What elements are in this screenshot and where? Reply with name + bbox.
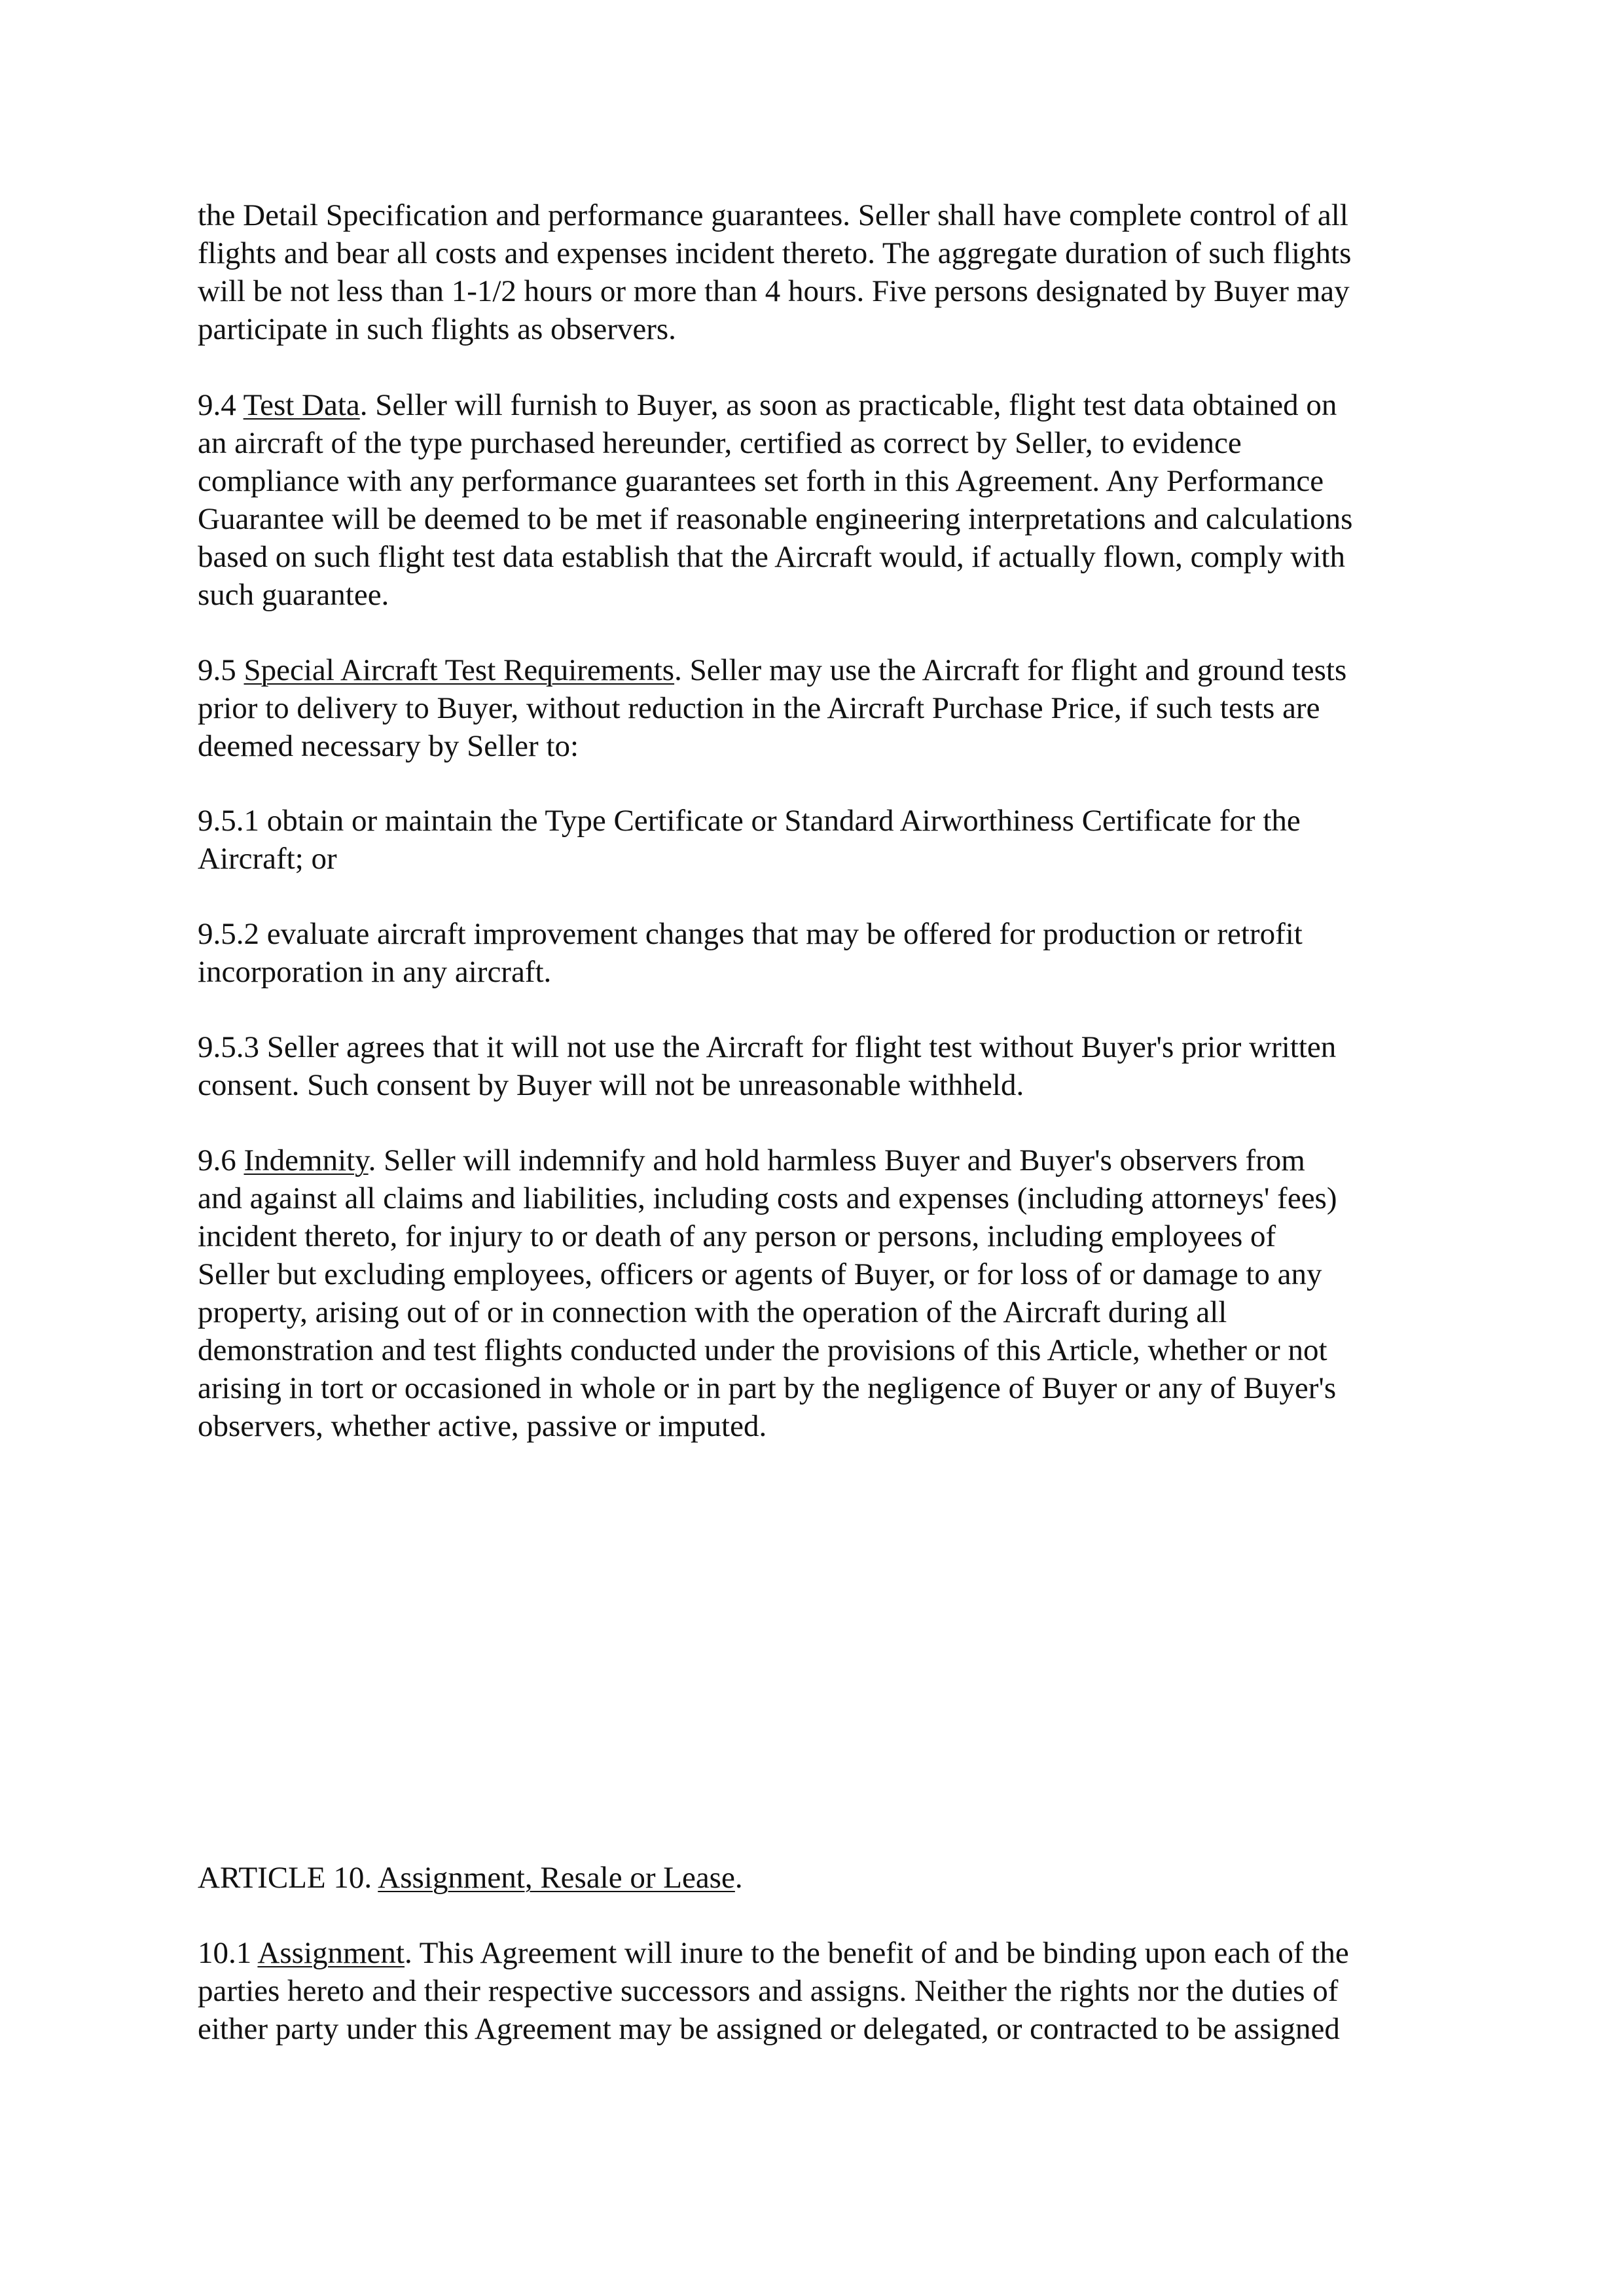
text-line [198,1859,1441,1897]
text-line: will be not less than 1-1/2 hours or more than 4 hours. Five persons designated by Buyer may [198,274,1350,308]
text-line: parties hereto and their respective successors and assigns. Neither the rights nor the duties of [198,1974,1339,2008]
text-line: the Detail Specification and performance guarantees. Seller shall have complete control of all [198,198,1348,232]
text-run: . This Agreement will inure to the benefit of and be binding upon each of the [404,1936,1349,1970]
text-line [198,651,1441,689]
text-line: flights and bear all costs and expenses incident thereto. The aggregate duration of such flights [198,236,1352,270]
text-line [198,1934,1441,1972]
text-line: demonstration and test flights conducted under the provisions of this Article, whether or not [198,1333,1327,1367]
text-line: consent. Such consent by Buyer will not be unreasonable withheld. [198,1068,1024,1102]
section-heading: Assignment [257,1936,405,1970]
section-heading: Special Aircraft Test Requirements [244,653,675,687]
text-line: an aircraft of the type purchased hereunder, certified as correct by Seller, to evidence [198,426,1242,460]
paragraph-9-3-continued [198,196,1441,348]
section-number: 9.5 [198,653,244,687]
section-heading: Test Data [243,388,360,422]
text-line [198,1141,1441,1179]
text-run: . Seller will furnish to Buyer, as soon as practicable, flight test data obtained on [359,388,1337,422]
text-run: . [734,1861,743,1895]
article-10-heading [198,1859,1441,1897]
paragraph-9-5-1 [198,802,1441,878]
paragraph-10-1 [198,1934,1441,2048]
text-line: 9.5.1 obtain or maintain the Type Certificate or Standard Airworthiness Certificate for the [198,804,1301,838]
text-line [198,386,1441,424]
section-number: 9.6 [198,1143,244,1177]
text-line: based on such flight test data establish that the Aircraft would, if actually flown, comply with [198,540,1345,574]
section-number: 9.4 [198,388,244,422]
text-line: 9.5.2 evaluate aircraft improvement changes that may be offered for production or retrofit [198,917,1303,951]
text-run: . Seller may use the Aircraft for flight and ground tests [674,653,1347,687]
text-line: either party under this Agreement may be assigned or delegated, or contracted to be assigned [198,2012,1340,2046]
article-title: Assignment, Resale or Lease [378,1861,735,1895]
article-number: ARTICLE 10. [198,1861,378,1895]
text-line: prior to delivery to Buyer, without reduction in the Aircraft Purchase Price, if such tests are [198,691,1320,725]
paragraph-9-4 [198,386,1441,614]
section-number: 10.1 [198,1936,258,1970]
section-heading: Indemnity [244,1143,369,1177]
text-line: Aircraft; or [198,842,337,876]
text-line: observers, whether active, passive or imputed. [198,1409,767,1443]
text-line: incorporation in any aircraft. [198,955,552,989]
text-line: 9.5.3 Seller agrees that it will not use the Aircraft for flight test without Buyer's prior written [198,1030,1337,1064]
paragraph-9-5 [198,651,1441,765]
text-line: property, arising out of or in connection with the operation of the Aircraft during all [198,1295,1227,1329]
text-line: Seller but excluding employees, officers or agents of Buyer, or for loss of or damage to any [198,1257,1322,1291]
text-line: Guarantee will be deemed to be met if reasonable engineering interpretations and calculations [198,502,1353,536]
text-line: participate in such flights as observers. [198,312,676,346]
text-line: deemed necessary by Seller to: [198,729,579,763]
paragraph-9-6 [198,1141,1441,1445]
text-line: incident thereto, for injury to or death of any person or persons, including employees of [198,1219,1276,1253]
text-line: compliance with any performance guarantees set forth in this Agreement. Any Performance [198,464,1324,498]
paragraph-9-5-2 [198,915,1441,991]
text-line: arising in tort or occasioned in whole or in part by the negligence of Buyer or any of Buyer's [198,1371,1337,1405]
text-line: such guarantee. [198,578,389,612]
text-line: and against all claims and liabilities, including costs and expenses (including attorneys' fees) [198,1181,1337,1215]
paragraph-9-5-3 [198,1028,1441,1104]
text-run: . Seller will indemnify and hold harmless Buyer and Buyer's observers from [368,1143,1305,1177]
